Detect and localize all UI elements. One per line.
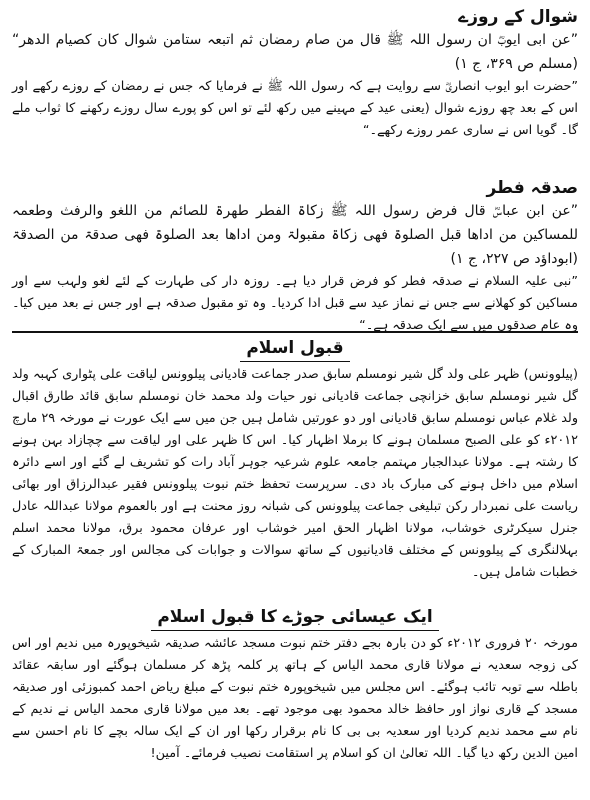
section-heading-shawwal: شوال کے روزے	[458, 7, 578, 27]
section-shawwal-fasts	[12, 6, 578, 177]
section-sadaqa-fitr	[12, 177, 578, 333]
news-paragraph-qubool-islam: (پیلوونس) ظہر علی ولد گل شیر نومسلم سابق صدر جماعت قادیانی پیلوونس لیاقت علی پٹواری کہبہ ولد گل شیر نومسلم سابق خزانچی جماعت قادیانی نور حیات ولد محمد خان نومسلم سابق قائد طارق اقبال ولد غلام عباس نومسلم سابق قادیانی اور دو عورتیں شامل ہیں جن میں سے ایک عورت نے مورخہ ۲۹ مارچ ۲۰۱۲ء کو علی الصبح مسلمان ہونے کا برملا اظہار کیا۔ اس کا ظہر علی اور لیاقت سے چچازاد بہن ہونے کا رشتہ ہے۔ مولانا عبدالجبار مہتمم جامعہ علوم شرعیہ جوہر آباد رات کو تشریف لے گئے اور اسے دائرہ اسلام میں داخل ہونے کی مبارک باد دی۔ سرپرست تحفظ ختم نبوت پیلوونس فقیر عبدالرزاق اور بھائی ریاست علی نمبردار رکن تبلیغی جماعت پیلوونس کی شبانہ روز محنت ہے اور بالعموم مولانا عبداللہ عادل جنرل سیکرٹری خوشاب، مولانا اظہار الحق امیر خوشاب اور عرفان محمود برق، مولانا محمد اسلم بہلالنگری کے پیلوونس کے مختلف قادیانیوں کے ساتھ سوالات و جوابات کی مجالس اور جمعۃ المبارک کے خطبات شامل ہیں۔	[12, 367, 578, 580]
hadith-arabic-shawwal: ”عن ابی ایوبؓ ان رسول اللہ ﷺ قال من صام رمضان ثم اتبعہ ستامن شوال کان کصیام الدھر“ (مسلم ص ۳۶۹، ج ۱)	[12, 32, 578, 72]
section-heading-qubool-islam: قبول اسلام	[240, 337, 349, 362]
hadith-urdu-sadaqa: ”نبی علیہ السلام نے صدقہ فطر کو فرض قرار دیا ہے۔ روزہ دار کی طہارت کے لئے لغو ولہب سے اور مساکین کو کھلانے سے جس نے نماز عید سے قبل ادا کردیا۔ وہ تو مقبول صدقہ ہے اور جس نے بعد میں کیا۔ وہ عام صدقوں میں سے ایک صدقہ ہے۔“	[12, 274, 578, 333]
section-heading-sadaqa: صدقہ فطر	[486, 178, 578, 198]
news-paragraph-christian-couple: مورخہ ۲۰ فروری ۲۰۱۲ء کو دن بارہ بجے دفتر ختم نبوت مسجد عائشہ صدیقہ شیخوپورہ میں ندیم اور اس کی زوجہ سعدیہ نے مولانا قاری محمد الیاس کے ہاتھ پر کلمہ پڑھ کر مسلمان ہوگئے اور سابقہ عقائد باطلہ سے توبہ تائب ہوگئے۔ اس مجلس میں شیخوپورہ ختم نبوت کے مبلغ ریاض احمد کمبوزئی اور صدیقہ مسجد کے قاری نواز اور حافظ خالد محمود بھی موجود تھے۔ بعد میں مولانا قاری محمد الیاس نے ندیم کے نام سے محمد ندیم کردیا اور سعدیہ بی بی کا نام برقرار رکھا اور ان کے ایک سالہ بچے کا نام احسن سے امین الدین رکھ دیا گیا۔ اللہ تعالیٰ ان کو اسلام پر استقامت نصیب فرمائے۔ آمین!	[12, 636, 578, 761]
section-heading-christian-couple: ایک عیسائی جوڑے کا قبول اسلام	[151, 606, 438, 631]
hadith-arabic-sadaqa: ”عن ابن عباسؓ قال فرض رسول اللہ ﷺ زکاۃ الفطر طھرۃ للصائم من اللغو والرفث وطعمہ للمساکین من اداھا قبل الصلوۃ فھی زکاۃ مقبولۃ ومن اداھا بعد الصلوۃ فھی صدقۃ من الصدقۃ (ابوداؤد ص ۲۲۷، ج ۱)	[12, 203, 578, 267]
section-christian-couple	[12, 606, 578, 761]
section-qubool-islam	[12, 337, 578, 602]
hadith-urdu-shawwal: ”حضرت ابو ایوب انصاریؓ سے روایت ہے کہ رسول اللہ ﷺ نے فرمایا کہ جس نے رمضان کے روزے رکھے اور اس کے بعد چھ روزے شوال (یعنی عید کے مہینے میں رکھ لئے تو اس کو پورے سال روزے رکھنے کا ثواب ملے گا۔ گویا اس نے ساری عمر روزے رکھے۔“	[12, 79, 578, 138]
